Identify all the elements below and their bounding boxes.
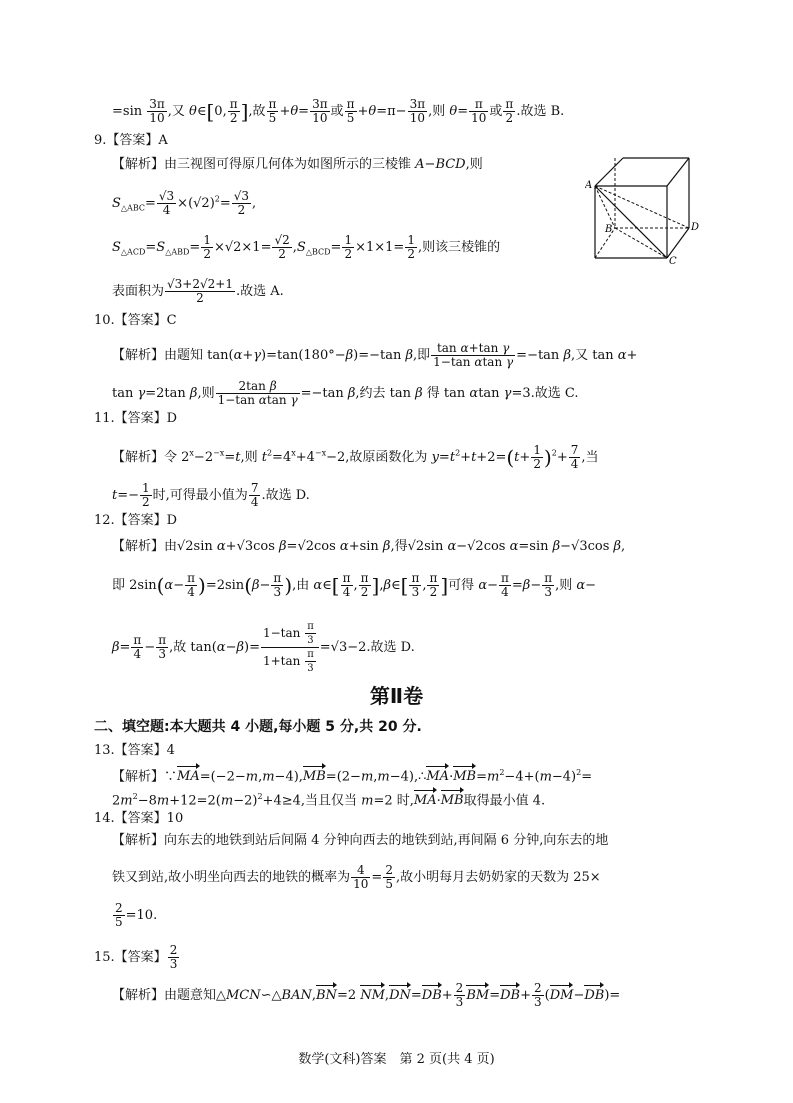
fig-label-c: C xyxy=(669,256,677,265)
q12-analysis-line3: β= $\frac{\pi}{4}$ − $\frac{\pi}{3}$ ,故 tan(α−β)= 1−tan $\frac{\pi}{3}$ 1+tan $\frac{\pi}{3}$ =√3−2.故选 D. xyxy=(112,621,415,674)
q14-analysis-line1: 【解析】向东去的地铁到站后间隔 4 分钟向西去的地铁到站,再间隔 6 分钟,向东去的地 xyxy=(112,833,609,848)
q10-analysis-line2: tan γ=2tan β,则 $\frac{\text{2tan β}}{\text{1−tan αtan γ}}$ =−tan β,约去 tan β 得 tan αtan γ=3.故选 C. xyxy=(112,379,579,407)
q15-answer: 15.【答案】 $\frac{2}{3}$ xyxy=(94,943,178,971)
q14-analysis-line3: $\frac{2}{5}$ =10. xyxy=(115,901,158,929)
fig-label-b: B xyxy=(605,224,613,235)
page-footer: 数学(文科)答案 第 2 页(共 4 页) xyxy=(298,1052,495,1067)
q9-answer: 9.【答案】A xyxy=(94,133,168,148)
section-heading: 第Ⅱ卷 xyxy=(369,684,424,708)
q9-analysis-line3: $S_{\triangle ACD}=S_{\triangle ABD}=$ $\frac{1}{2}$ ×√2×1= $\frac{√2}{2}$ $,S_{\triangle BCD}=$ $\frac{1}{2}$ ×1×1= $\frac{1}{2}$ ,则该三棱锥的 xyxy=(112,233,501,261)
q9-analysis-line4: 表面积为 $\frac{√3+2√2+1}{2}$ .故选 A. xyxy=(112,277,284,305)
q14-answer: 14.【答案】10 xyxy=(94,811,184,826)
q9-analysis-line2: $S_{\triangle ABC}=$ $\frac{√3}{4}$ $\times(√2)^2=$ $\frac{√3}{2}$ , xyxy=(112,189,257,217)
triangular-pyramid-figure xyxy=(585,150,700,265)
q9-analysis-line1: 【解析】由三视图可得原几何体为如图所示的三棱锥 A−BCD,则 xyxy=(112,157,483,172)
q11-answer: 11.【答案】D xyxy=(94,411,178,426)
q12-analysis-line2: 即 2sin(α− $\frac{\pi}{4}$ )=2sin(β− $\frac{\pi}{3}$ ),由 α∈[ $\frac{\pi}{4}$ , $\frac{\pi}{2}$ ],β∈[ $\frac{\pi}{3}$ , $\frac{\pi}{2}$ ]可得 α− $\frac{\pi}{4}$ =β− $\frac{\pi}{3}$ ,则 α− xyxy=(112,571,597,599)
q13-analysis-line1: 【解析】$\because MA=(-2-m,m-4),MB=(2-m,m-4),\therefore MA\cdot MB=m^2-4+(m-4)^2=$ xyxy=(112,764,592,786)
q10-analysis-line1: 【解析】由题知 tan(α+γ)=tan(180°−β)=−tan β,即 $\frac{\text{tan α+tan γ}}{\text{1−tan αtan γ}}$ =−tan β,又 tan α+ xyxy=(112,341,638,369)
q14-analysis-line2: 铁又到站,故小明坐向西去的地铁的概率为 $\frac{4}{10}$ = $\frac{2}{5}$ ,故小明每月去奶奶家的天数为 25× xyxy=(112,863,601,891)
q13-analysis-line2: $2m^2-8m+12=2(m-2)^2+4\ge 4$,当且仅当 m=2 时,MA·MB取得最小值 4. xyxy=(112,788,545,810)
q12-answer: 12.【答案】D xyxy=(94,513,178,528)
q13-answer: 13.【答案】4 xyxy=(94,743,175,758)
q10-answer: 10.【答案】C xyxy=(94,313,177,328)
prev-solution-line: =sin $\frac{3\pi}{10}$ ,又 θ∈[0, $\frac{\pi}{2}$ ],故 $\frac{\pi}{5}$ +θ= $\frac{3\pi}{10}$ 或 $\frac{\pi}{5}$ +θ=π− $\frac{3\pi}{10}$ ,则 θ= $\frac{\pi}{10}$ 或 $\frac{\pi}{2}$ .故选 B. xyxy=(112,97,565,125)
q12-analysis-line1: 【解析】由√2sin α+√3cos β=√2cos α+sin β,得√2sin α−√2cos α=sin β−√3cos β, xyxy=(112,539,626,554)
fill-blank-section-title: 二、填空题:本大题共 4 小题,每小题 5 分,共 20 分. xyxy=(94,719,422,735)
q11-analysis-line1: 【解析】令 $2^x-2^{-x}=t$,则 $t^2=4^x+4^{-x}-2$,故原函数化为 $y=t^2+t+2=(t+$ $\frac{1}{2}$ )$^2$+ $\frac{7}{4}$ ,当 xyxy=(112,443,599,471)
fig-label-a: A xyxy=(585,180,593,191)
q15-analysis-line1: 【解析】由题意知△MCN∽△BAN,BN=2 NM,DN=DB+ $\frac{2}{3}$ BM=DB+ $\frac{2}{3}$ (DM−DB)= xyxy=(112,981,621,1009)
q11-analysis-line2: t=− $\frac{1}{2}$ 时,可得最小值为 $\frac{7}{4}$ .故选 D. xyxy=(112,481,310,509)
fig-label-d: D xyxy=(691,222,700,233)
